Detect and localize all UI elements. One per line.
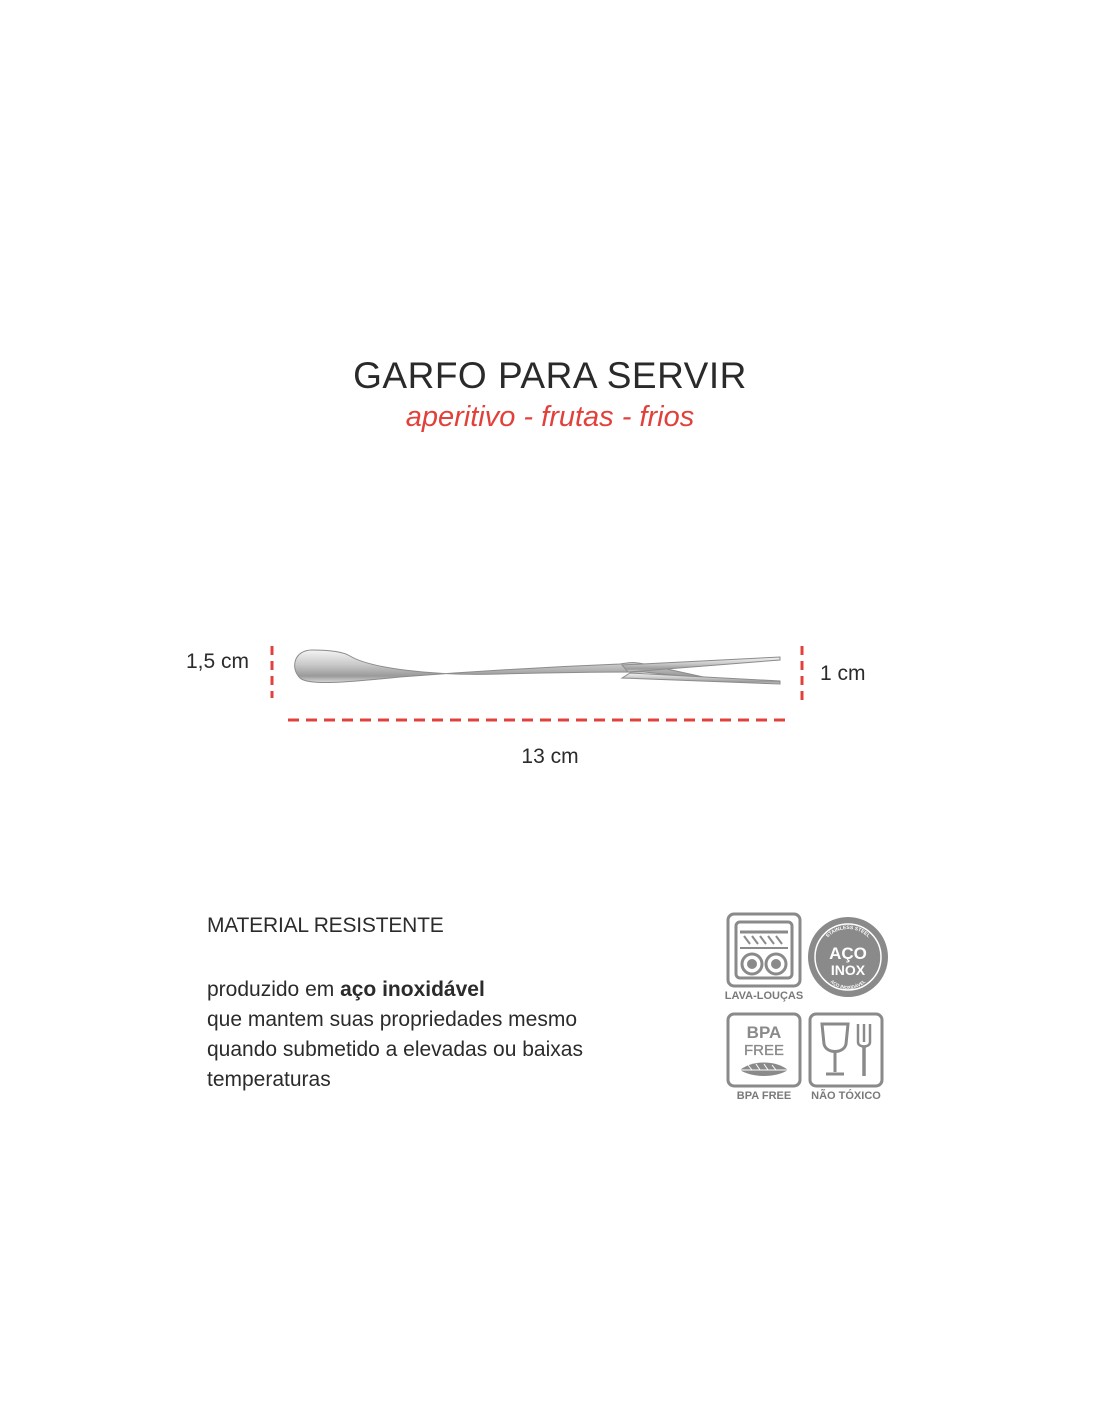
dishwasher-icon (726, 912, 802, 988)
desc-bold: aço inoxidável (340, 978, 485, 1001)
fork-illustration (250, 620, 850, 740)
material-description (207, 975, 627, 1095)
fork-tine-upper (622, 657, 780, 672)
fork-tine-lower (622, 673, 780, 684)
seal-top-text: STAINLESS STEEL (824, 924, 872, 940)
seal-line2: INOX (830, 962, 866, 978)
dimension-tine-height: 1 cm (820, 662, 866, 685)
non-toxic-icon (808, 1012, 884, 1088)
bpa-free-icon (726, 1012, 802, 1088)
page-subtitle: aperitivo - frutas - frios (405, 401, 695, 433)
desc-line: que mantem suas propriedades mesmo (207, 1008, 578, 1031)
desc-prefix: produzido em (207, 978, 341, 1001)
non-toxic-label: NÃO TÓXICO (811, 1090, 881, 1102)
dishwasher-label: LAVA-LOUÇAS (724, 990, 804, 1002)
seal-line1: AÇO (829, 944, 867, 963)
material-heading: MATERIAL RESISTENTE (207, 914, 444, 937)
page-title: GARFO PARA SERVIR (353, 355, 747, 396)
bpa-free-label: BPA FREE (736, 1090, 792, 1102)
stainless-steel-seal-icon (806, 915, 890, 999)
desc-line: temperaturas (207, 1068, 331, 1091)
dimension-handle-height: 1,5 cm (186, 650, 250, 673)
dimension-length: 13 cm (521, 745, 579, 768)
bpa-line1: BPA (746, 1023, 782, 1042)
desc-line: quando submetido a elevadas ou baixas (207, 1038, 583, 1061)
bpa-line2: FREE (743, 1042, 785, 1059)
seal-bottom-text: AÇO INOXIDÁVEL (829, 978, 867, 991)
